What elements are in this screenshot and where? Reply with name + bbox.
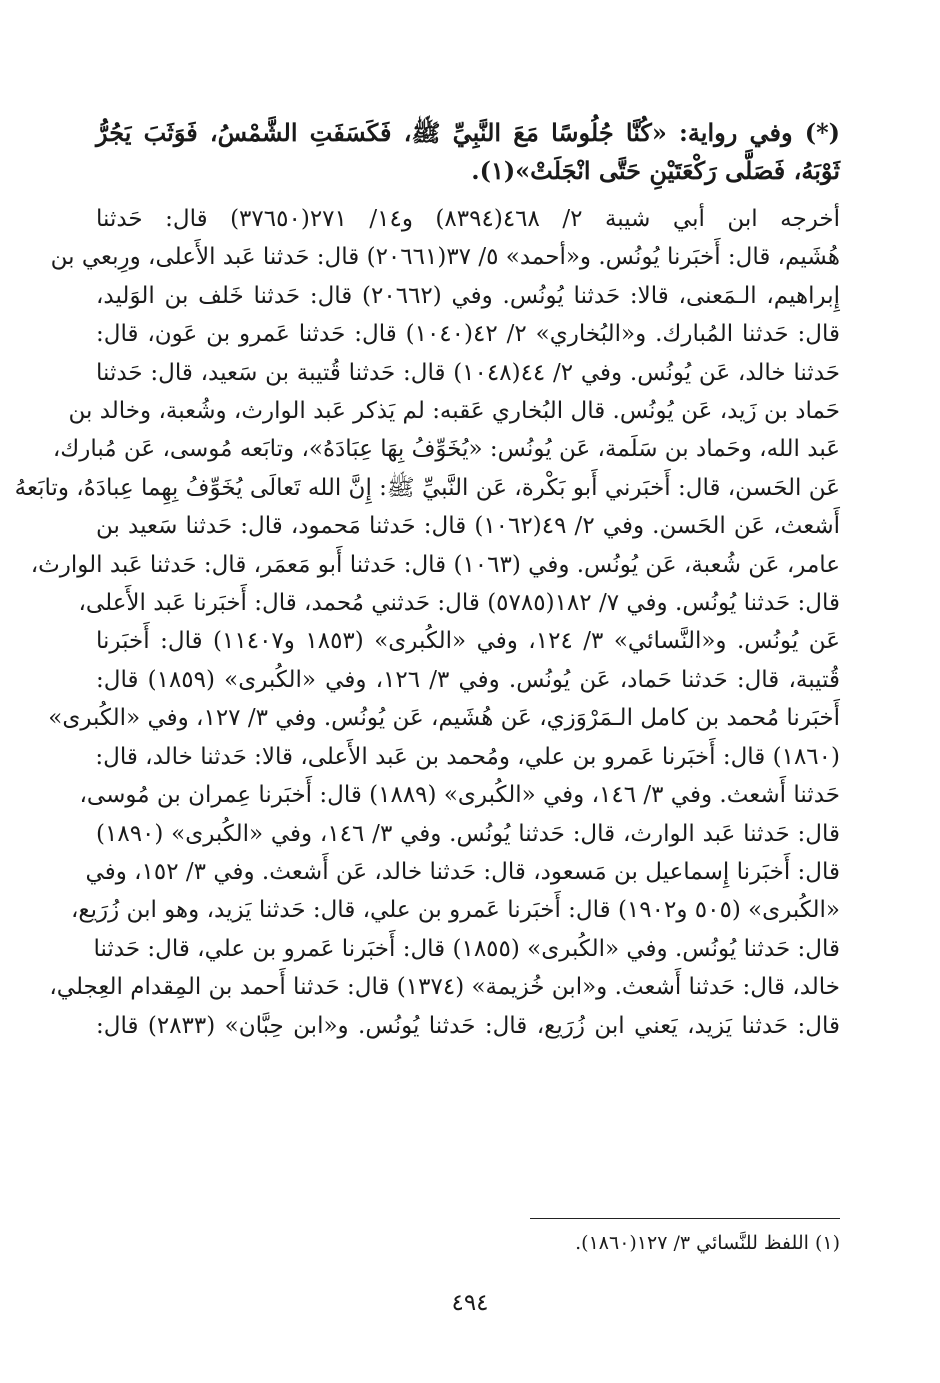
hadith-line: ثَوْبَهُ، فَصَلَّى رَكْعَتَيْنِ حَتَّى انْجَلَتْ»(١). — [471, 156, 840, 186]
takhrij-line: «الكُبرى» (٥٠٥ و١٩٠٢) قال: أَخبَرنا عَمرو بن علي، قال: حَدثنا يَزيد، وهو ابن زُرَيع، — [70, 897, 840, 924]
takhrij-line: أَشعث، عَن الحَسن. وفي ٢/ ٤٩(١٠٦٢) قال: حَدثنا مَحمود، قال: حَدثنا سَعيد بن — [96, 513, 840, 540]
takhrij-line: قال: أَخبَرنا إِسماعيل بن مَسعود، قال: حَدثنا خالد، عَن أَشعث. وفي ٣/ ١٥٢، وفي — [85, 858, 840, 885]
takhrij-line: قال: حَدثنا عَبد الوارث، قال: حَدثنا يُونُس. وفي ٣/ ١٤٦، وفي «الكُبرى» (١٨٩٠) — [96, 820, 841, 847]
takhrij-line: قال: حَدثنا المُبارك. و«البُخاري» ٢/ ٤٢(١٠٤٠) قال: حَدثنا عَمرو بن عَون، قال: — [96, 321, 841, 348]
page-number: ٤٩٤ — [451, 1290, 489, 1316]
takhrij-line: عامر، عَن شُعبة، عَن يُونُس. وفي (١٠٦٣) قال: حَدثنا أَبو مَعمَر، قال: حَدثنا عَبد الوارث، — [30, 551, 840, 578]
takhrij-line: قُتيبة، قال: حَدثنا حَماد، عَن يُونُس. وفي ٣/ ١٢٦، وفي «الكُبرى» (١٨٥٩) قال: — [96, 666, 841, 693]
footnote-divider — [530, 1218, 840, 1219]
takhrij-text — [14, 200, 841, 1045]
takhrij-line: قال: حَدثنا يَزيد، يَعني ابن زُرَيع، قال: حَدثنا يُونُس. و«ابن حِبَّان» (٢٨٣٣) قال: — [96, 1012, 840, 1039]
takhrij-line: عَن الحَسن، قال: أَخبَرني أَبو بَكْرة، عَن النَّبيِّ ﷺ: إِنَّ الله تَعالَى يُخَوِّفُ بِهِما عِبادَهُ، وتابَعهُ — [14, 474, 840, 501]
takhrij-line: أَخبَرنا مُحمد بن كامل الـمَرْوَزي، عَن هُشَيم، عَن يُونُس. وفي ٣/ ١٢٧، وفي «الكُبرى» — [48, 705, 840, 732]
hadith-text — [96, 114, 840, 191]
takhrij-line: خالد، قال: حَدثنا أَشعث. و«ابن خُزيمة» (١٣٧٤) قال: حَدثنا أَحمد بن المِقدام العِجلي، — [49, 974, 840, 1001]
takhrij-line: عَن يُونُس. و«النَّسائي» ٣/ ١٢٤، وفي «الكُبرى» (١٨٥٣ و١١٤٠٧) قال: أَخبَرنا — [96, 628, 840, 655]
takhrij-line: حَدثنا أَشعث. وفي ٣/ ١٤٦، وفي «الكُبرى» (١٨٨٩) قال: أَخبَرنا عِمران بن مُوسى، — [79, 782, 840, 809]
takhrij-line: هُشَيم، قال: أَخبَرنا يُونُس. و«أحمد» ٥/ ٣٧(٢٠٦٦١) قال: حَدثنا عَبد الأَعلى، ورِبعي بن — [50, 244, 840, 271]
takhrij-line: إِبراهيم، الـمَعنى، قالا: حَدثنا يُونُس. وفي (٢٠٦٦٢) قال: حَدثنا خَلف بن الوَليد، — [96, 282, 840, 309]
takhrij-line: أخرجه ابن أبي شيبة ٢/ ٤٦٨(٨٣٩٤) و١٤/ ٢٧١(٣٧٦٥٠) قال: حَدثنا — [96, 206, 840, 232]
footnote: (١) اللفظ للنَّسائي ٣/ ١٢٧(١٨٦٠). — [575, 1232, 840, 1254]
takhrij-line: حَماد بن زَيد، عَن يُونُس. قال البُخاري عَقبه: لم يَذكر عَبد الوارث، وشُعبة، وخالد بن — [68, 398, 840, 425]
hadith-line: (*) وفي رواية: «كُنَّا جُلُوسًا مَعَ النَّبِيِّ ﷺ، فَكَسَفَتِ الشَّمْسُ، فَوَثَبَ يَجُرُّ — [96, 118, 840, 147]
takhrij-line: عَبد الله، وحَماد بن سَلَمة، عَن يُونُس: «يُخَوِّفُ بِهَا عِبَادَهُ»، وتابَعه مُوسى، عَن مُبارك، — [52, 436, 840, 463]
takhrij-line: قال: حَدثنا يُونُس. وفي «الكُبرى» (١٨٥٥) قال: أَخبَرنا عَمرو بن علي، قال: حَدثنا — [93, 935, 840, 962]
takhrij-line: قال: حَدثنا يُونُس. وفي ٧/ ١٨٢(٥٧٨٥) قال: حَدثني مُحمد، قال: أَخبَرنا عَبد الأَعلى، — [78, 590, 840, 617]
takhrij-line: (١٨٦٠) قال: أَخبَرنا عَمرو بن علي، ومُحمد بن عَبد الأَعلى، قالا: حَدثنا خالد، قال: — [95, 743, 840, 770]
takhrij-line: حَدثنا خالد، عَن يُونُس. وفي ٢/ ٤٤(١٠٤٨) قال: حَدثنا قُتيبة بن سَعيد، قال: حَدثنا — [96, 359, 840, 386]
